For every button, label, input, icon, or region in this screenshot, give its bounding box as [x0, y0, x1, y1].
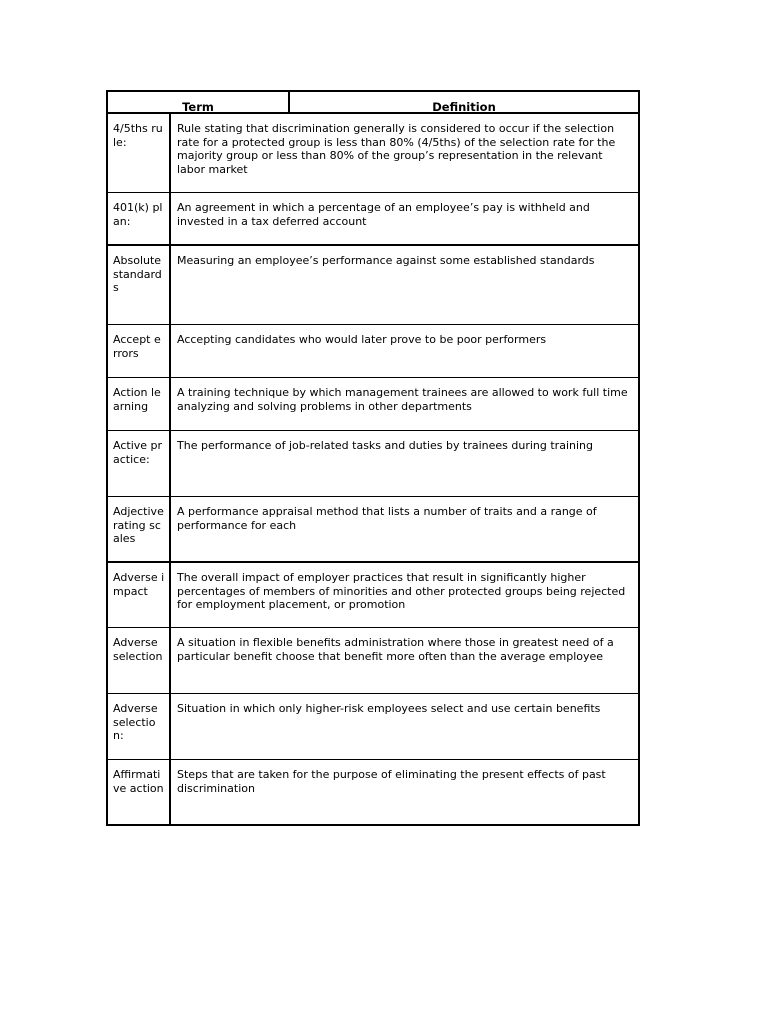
- term-cell: Affirmative action: [108, 760, 171, 824]
- glossary-table: [106, 90, 640, 826]
- definition-cell: The performance of job-related tasks and duties by trainees during training: [177, 439, 593, 452]
- definition-cell: The overall impact of employer practices that result in significantly higher percentages of members of minorities and other protected groups being rejected for employment placement, or promotion: [177, 571, 626, 611]
- table-row: [108, 628, 638, 694]
- term-cell: Absolute standards: [108, 246, 171, 324]
- definition-cell: Measuring an employee’s performance against some established standards: [177, 254, 595, 267]
- table-header: [106, 90, 640, 114]
- table-row: [108, 246, 638, 325]
- definition-cell: Steps that are taken for the purpose of eliminating the present effects of past discrimination: [177, 768, 606, 795]
- definition-cell: A situation in flexible benefits administration where those in greatest need of a particular benefit choose that benefit more often than the average employee: [177, 636, 614, 663]
- term-cell: Active practice:: [108, 431, 171, 496]
- table-body: [106, 114, 640, 826]
- definition-cell: Rule stating that discrimination generally is considered to occur if the selection rate for a protected group is less than 80% (4/5ths) of the selection rate for the majority group or less than 80% of the group’s representation in the relevant labor market: [177, 122, 616, 176]
- term-cell: 4/5ths rule:: [108, 114, 171, 192]
- term-cell: Adjective rating scales: [108, 497, 171, 561]
- table-row: [108, 431, 638, 497]
- table-row: [108, 325, 638, 378]
- term-cell: Adverse selection:: [108, 694, 171, 759]
- header-definition: Definition: [432, 100, 496, 114]
- table-row: [108, 760, 638, 824]
- term-cell: Adverse selection: [108, 628, 171, 693]
- table-row: [108, 694, 638, 760]
- table-row: [108, 378, 638, 431]
- definition-cell: A performance appraisal method that lists a number of traits and a range of performance for each: [177, 505, 597, 532]
- table-row: [108, 497, 638, 563]
- definition-cell: A training technique by which management trainees are allowed to work full time analyzing and solving problems in other departments: [177, 386, 628, 413]
- term-cell: Action learning: [108, 378, 171, 430]
- header-term: Term: [108, 92, 290, 112]
- definition-cell: Situation in which only higher-risk employees select and use certain benefits: [177, 702, 601, 715]
- term-cell: Accept errors: [108, 325, 171, 377]
- definition-cell: An agreement in which a percentage of an employee’s pay is withheld and invested in a tax deferred account: [177, 201, 590, 228]
- definition-cell: Accepting candidates who would later prove to be poor performers: [177, 333, 547, 346]
- table-row: [108, 193, 638, 246]
- table-row: [108, 114, 638, 193]
- table-row: [108, 563, 638, 628]
- term-cell: Adverse impact: [108, 563, 171, 627]
- term-cell: 401(k) plan:: [108, 193, 171, 244]
